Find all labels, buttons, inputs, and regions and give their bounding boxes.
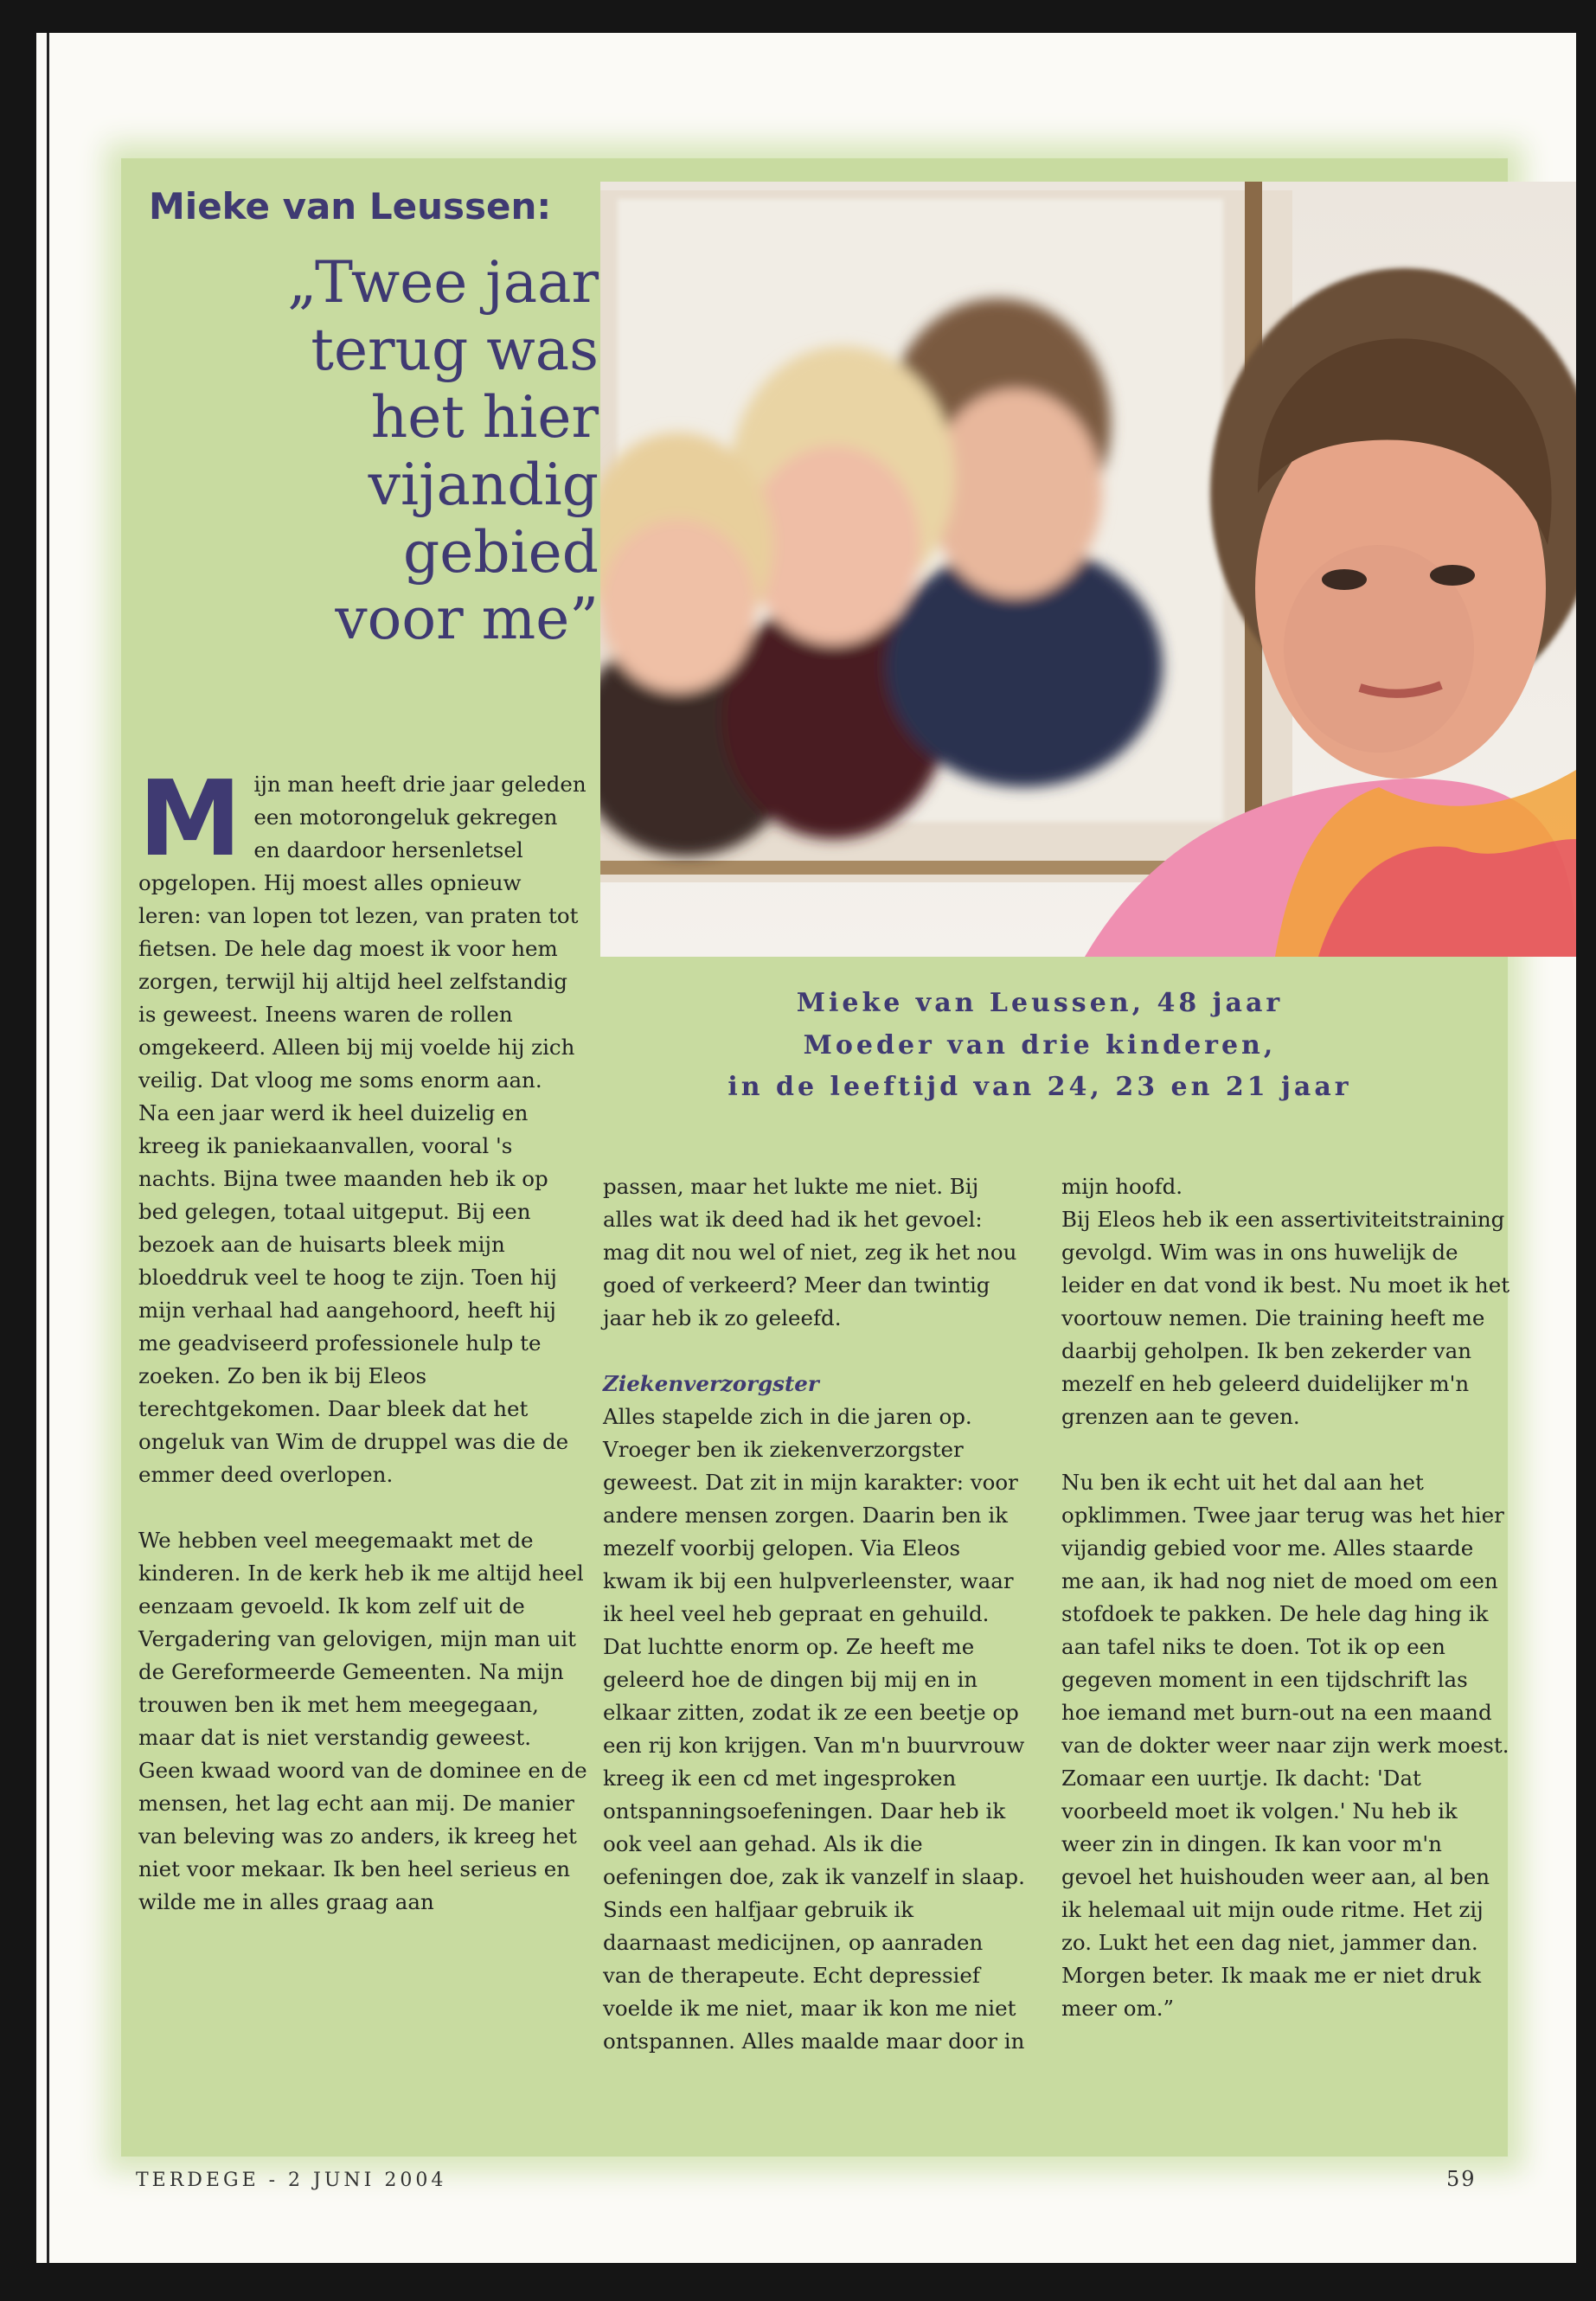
quote-line: „Twee jaar (287, 249, 599, 316)
paragraph: We hebben veel meegemaakt met de kinderen. In de kerk heb ik me altijd heel eenzaam gevoeld. Ik kom zelf uit de Vergadering van gelovigen, mijn man uit de Gereformeerde Gemeenten. Na mijn trouwen ben ik met hem meegegaan, maar dat is niet verstandig geweest. Geen kwaad woord van de dominee en de mensen, het lag echt aan mij. De manier van beleving was zo anders, ik kreeg het niet voor mekaar. Ik ben heel serieus en wilde me in alles graag aan (138, 1528, 587, 1914)
magazine-page (36, 33, 1576, 2263)
paragraph: Na een jaar werd ik heel duizelig en kreeg ik paniekaanvallen, vooral 's nachts. Bijna twee maanden heb ik op bed gelegen, totaal uitgeput. Bij een bezoek aan de huisarts bleek mijn bloeddruk veel te hoog te zijn. Toen hij mijn verhaal had aangehoord, heeft hij me geadviseerd professionele hulp te zoeken. Zo ben ik bij Eleos terechtgekomen. Daar bleek dat het ongeluk van Wim de druppel was die de emmer deed overlopen. (138, 1100, 569, 1487)
paragraph: passen, maar het lukte me niet. Bij alles wat ik deed had ik het gevoel: mag dit nou wel of niet, zeg ik het nou goed of verkeerd? Meer dan twintig jaar heb ik zo geleefd. (603, 1174, 1017, 1330)
quote-line: vijandig (368, 451, 599, 518)
paragraph: Nu ben ik echt uit het dal aan het opklimmen. Twee jaar terug was het hier vijandig gebied voor me. Alles staarde me aan, ik had nog niet de moed om een stofdoek te pakken. De hele dag hing ik aan tafel niks te doen. Tot ik op een gegeven moment in een tijdschrift las hoe iemand met burn-out na een maand van de dokter weer naar zijn werk moest. Zomaar een uurtje. Ik dacht: 'Dat voorbeeld moet ik volgen.' Nu heb ik weer zin in dingen. Ik kan voor m'n gevoel het huishouden weer aan, al ben ik helemaal uit mijn oude ritme. Het zij zo. Lukt het een dag niet, jammer dan. Morgen beter. Ik maak me er niet druk meer om.” (1061, 1470, 1509, 2021)
caption-line: Mieke van Leussen, 48 jaar (796, 988, 1284, 1018)
quote-line: gebied (403, 518, 599, 586)
quote-line: het hier (370, 383, 599, 451)
photo-illustration (600, 182, 1576, 957)
headline-quote (175, 249, 599, 653)
paragraph (138, 760, 588, 1097)
drop-cap: M (138, 760, 242, 880)
paragraph-text: ijn man heeft drie jaar geleden een motorongeluk gekregen en daardoor hersenletsel opgelopen. Hij moest alles opnieuw leren: van lopen tot lezen, van praten tot fietsen. De hele dag moest ik voor hem zorgen, terwijl hij altijd heel zelfstandig is geweest. Ineens waren de rollen omgekeerd. Alleen bij mij voelde hij zich veilig. Dat vloog me soms enorm aan. (138, 772, 586, 1093)
article-column-2 (603, 1170, 1027, 2058)
paragraph: Alles stapelde zich in die jaren op. Vroeger ben ik ziekenverzorgster geweest. Dat zit in mijn karakter: voor andere mensen zorgen. Daarin ben ik mezelf voorbij gelopen. Via Eleos kwam ik bij een hulpverleenster, waar ik heel veel heb gepraat en gehuild. Dat luchtte enorm op. Ze heeft me geleerd hoe de dingen bij mij en in elkaar zitten, zodat ik ze een beetje op een rij kon krijgen. Van m'n buurvrouw kreeg ik een cd met ingesproken ontspanningsoefeningen. Daar heb ik ook veel aan gehad. Als ik die oefeningen doe, zak ik vanzelf in slaap. Sinds een halfjaar gebruik ik daarnaast medicijnen, op aanraden van de therapeute. Echt depressief voelde ik me niet, maar ik kon me niet ontspannen. Alles maalde maar door in (603, 1404, 1025, 2054)
article-photo (600, 182, 1576, 957)
caption-line: in de leeftijd van 24, 23 en 21 jaar (727, 1072, 1352, 1103)
photo-caption (642, 983, 1438, 1109)
article-column-1 (138, 760, 588, 1919)
article-column-3 (1061, 1170, 1511, 2025)
page-number: 59 (1446, 2167, 1477, 2191)
paragraph: Bij Eleos heb ik een assertiviteitstraining gevolgd. Wim was in ons huwelijk de leider en dat vond ik best. Nu moet ik het voortouw nemen. Die training heeft me daarbij geholpen. Ik ben zekerder van mezelf en heb geleerd duidelijker m'n grenzen aan te geven. (1061, 1207, 1510, 1429)
section-subhead: Ziekenverzorgster (603, 1371, 819, 1396)
headline-name: Mieke van Leussen: (149, 185, 552, 228)
footer-publication: TERDEGE - 2 JUNI 2004 (136, 2170, 447, 2191)
paragraph: mijn hoofd. (1061, 1174, 1183, 1199)
quote-line: terug was (311, 316, 599, 383)
quote-line: voor me” (335, 586, 599, 653)
caption-line: Moeder van drie kinderen, (803, 1029, 1277, 1061)
page-edge-mark (47, 33, 49, 2263)
